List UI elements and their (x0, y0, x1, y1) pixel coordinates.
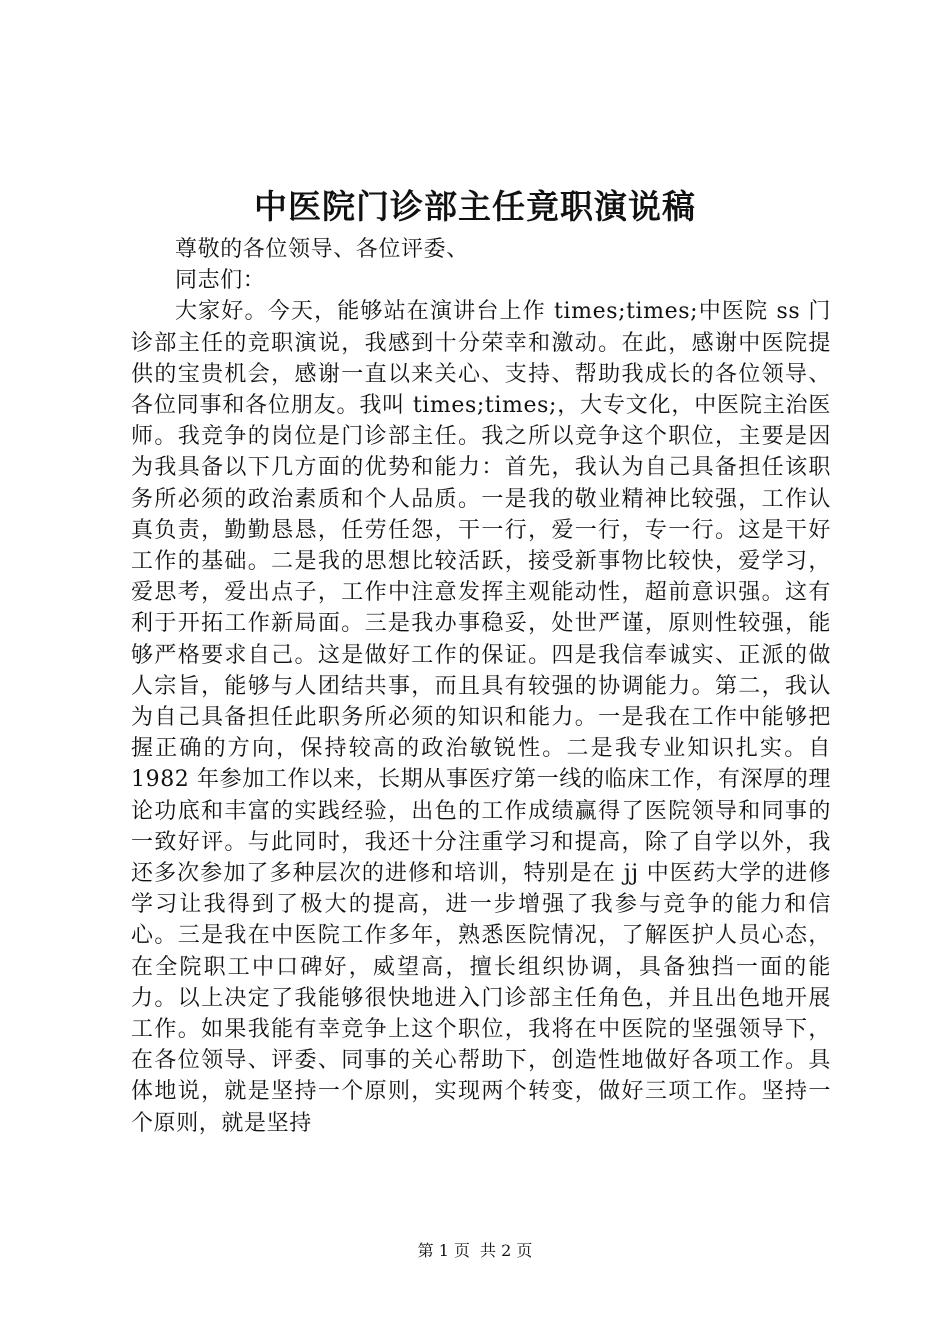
document-title: 中医院门诊部主任竟职演说稿 (254, 187, 696, 226)
document-body (131, 234, 831, 1139)
salutation-line-1: 尊敬的各位领导、各位评委、 (175, 237, 469, 262)
page-number: 第 1 页 (417, 1241, 470, 1260)
body-paragraph: 大家好。今天，能够站在演讲台上作 times;times;中医院 ss 门诊部主任的竞职演说，我感到十分荣幸和激动。在此，感谢中医院提供的宝贵机会，感谢一直以来关心、支持、帮助我成长的各位领导、各位同事和各位朋友。我叫 times;times;，大专文化，中医院主治医师。我竞争的岗位是门诊部主任。我之所以竞争这个职位，主要是因为我具备以下几方面的优势和能力：首先，我认为自己具备担任该职务所必须的政治素质和个人品质。一是我的敬业精神比较强，工作认真负责，勤勤恳恳，任劳任怨，干一行，爱一行，专一行。这是干好工作的基础。二是我的思想比较活跃，接受新事物比较快，爱学习，爱思考，爱出点子，工作中注意发挥主观能动性，超前意识强。这有利于开拓工作新局面。三是我办事稳妥，处世严谨，原则性较强，能够严格要求自己。这是做好工作的保证。四是我信奉诚实、正派的做人宗旨，能够与人团结共事，而且具有较强的协调能力。第二，我认为自己具备担任此职务所必须的知识和能力。一是我在工作中能够把握正确的方向，保持较高的政治敏锐性。二是我专业知识扎实。自 1982 年参加工作以来，长期从事医疗第一线的临床工作，有深厚的理论功底和丰富的实践经验，出色的工作成绩赢得了医院领导和同事的一致好评。与此同时，我还十分注重学习和提高，除了自学以外，我还多次参加了多种层次的进修和培训，特别是在 jj 中医药大学的进修学习让我得到了极大的提高，进一步增强了我参与竞争的能力和信心。三是我在中医院工作多年，熟悉医院情况，了解医护人员心态，在全院职工中口碑好，威望高，擅长组织协调，具备独挡一面的能力。以上决定了我能够很快地进入门诊部主任角色，并且出色地开展工作。如果我能有幸竞争上这个职位，我将在中医院的坚强领导下，在各位领导、评委、同事的关心帮助下，创造性地做好各项工作。具体地说，就是坚持一个原则，实现两个转变，做好三项工作。坚持一个原则，就是坚持 (131, 299, 831, 1136)
page-total: 共 2 页 (480, 1241, 533, 1260)
salutation-line-2: 同志们： (175, 268, 266, 294)
page-footer (0, 1240, 950, 1262)
